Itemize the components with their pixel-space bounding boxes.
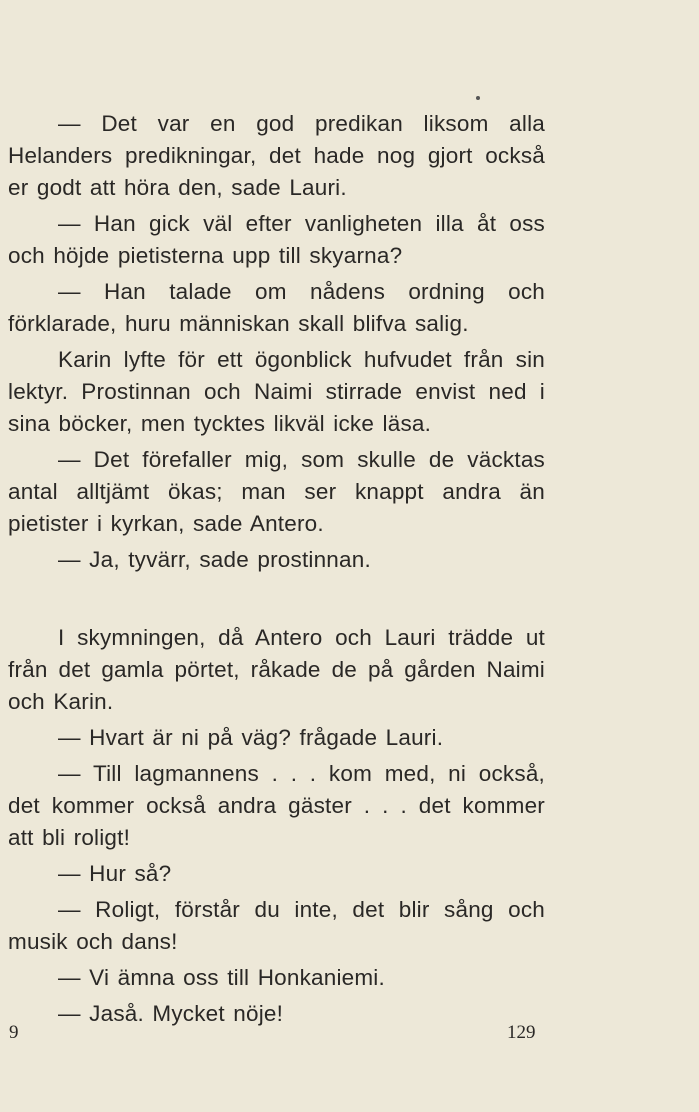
paragraph: — Roligt, förstår du inte, det blir sång och musik och dans! <box>8 897 545 954</box>
signature-mark: 9 <box>9 1022 19 1043</box>
paragraph: — Hvart är ni på väg? frågade Lauri. <box>58 725 444 750</box>
paragraph: — Vi ämna oss till Honkaniemi. <box>58 965 385 990</box>
body-text <box>8 108 545 1034</box>
paragraph: I skymningen, då Antero och Lauri trädde ut från det gamla pörtet, råkade de på gården Naimi och Karin. <box>8 625 545 714</box>
paragraph: — Jaså. Mycket nöje! <box>58 1001 284 1026</box>
page-number: 129 <box>507 1022 536 1043</box>
paragraph: — Han gick väl efter vanligheten illa åt oss och höjde pietisterna upp till skyarna? <box>8 211 545 268</box>
ink-speck <box>476 96 480 100</box>
paragraph: Karin lyfte för ett ögonblick hufvudet från sin lektyr. Prostinnan och Naimi stirrade envist ned i sina böcker, men tycktes likväl icke läsa. <box>8 347 545 436</box>
paragraph: — Det var en god predikan liksom alla Helanders predikningar, det hade nog gjort också er godt att höra den, sade Lauri. <box>8 111 545 200</box>
paragraph: — Han talade om nådens ordning och förklarade, huru människan skall blifva salig. <box>8 279 545 336</box>
paragraph: — Till lagmannens . . . kom med, ni också, det kommer också andra gäster . . . det kommer att bli roligt! <box>8 761 545 850</box>
paragraph: — Ja, tyvärr, sade prostinnan. <box>58 547 371 572</box>
paragraph: — Det förefaller mig, som skulle de väcktas antal alltjämt ökas; man ser knappt andra än pietister i kyrkan, sade Antero. <box>8 447 545 536</box>
paragraph: — Hur så? <box>58 861 172 886</box>
